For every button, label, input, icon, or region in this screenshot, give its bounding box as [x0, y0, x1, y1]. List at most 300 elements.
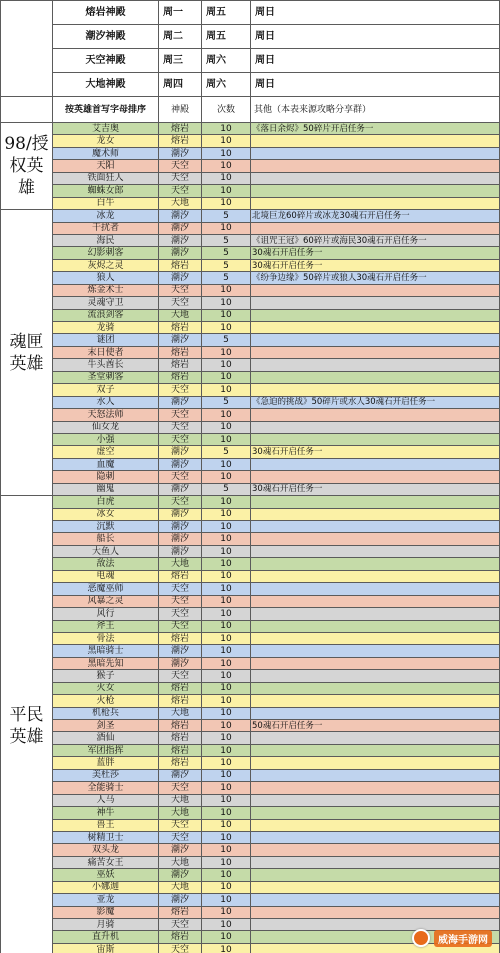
- hero-count: 10: [202, 570, 251, 582]
- hero-name: 血魔: [53, 458, 159, 470]
- hero-note: 《诅咒王冠》60碎片或海民30魂石开启任务一: [251, 234, 500, 246]
- hero-name: 风行: [53, 608, 159, 620]
- hero-row: [1, 533, 500, 545]
- hero-name: 天阳: [53, 160, 159, 172]
- hero-name: 沉默: [53, 521, 159, 533]
- hero-name: 亚龙: [53, 894, 159, 906]
- hero-row: [1, 707, 500, 719]
- hero-row: [1, 446, 500, 458]
- hero-row: [1, 371, 500, 383]
- hero-row: [1, 856, 500, 868]
- hero-count: 10: [202, 359, 251, 371]
- hero-row: [1, 558, 500, 570]
- hero-row: [1, 471, 500, 483]
- hero-name: 酒仙: [53, 732, 159, 744]
- hero-count: 10: [202, 222, 251, 234]
- schedule-day: 周日: [251, 73, 500, 97]
- hero-note: [251, 844, 500, 856]
- hero-note: [251, 620, 500, 632]
- hero-note: [251, 222, 500, 234]
- hero-name: 猴子: [53, 670, 159, 682]
- hero-count: 10: [202, 869, 251, 881]
- hero-row: [1, 309, 500, 321]
- hero-row: [1, 744, 500, 756]
- column-header-temple: 神殿: [159, 97, 202, 123]
- hero-count: 10: [202, 819, 251, 831]
- hero-note: 北境巨龙60碎片或冰龙30魂石开启任务一: [251, 210, 500, 222]
- hero-count: 10: [202, 135, 251, 147]
- hero-row: [1, 421, 500, 433]
- hero-row: [1, 819, 500, 831]
- schedule-day: 周日: [251, 49, 500, 73]
- hero-row: [1, 222, 500, 234]
- hero-temple: 天空: [159, 595, 202, 607]
- hero-name: 海民: [53, 234, 159, 246]
- hero-temple: 天空: [159, 284, 202, 296]
- hero-count: 10: [202, 856, 251, 868]
- schedule-day: 周一: [159, 1, 202, 25]
- schedule-day: 周四: [159, 73, 202, 97]
- hero-row: [1, 769, 500, 781]
- hero-name: 水人: [53, 396, 159, 408]
- hero-note: [251, 371, 500, 383]
- hero-note: [251, 433, 500, 445]
- hero-name: 谜团: [53, 334, 159, 346]
- schedule-day: 周五: [202, 25, 251, 49]
- hero-row: [1, 906, 500, 918]
- hero-count: 10: [202, 521, 251, 533]
- hero-note: [251, 322, 500, 334]
- hero-row: [1, 346, 500, 358]
- hero-temple: 潮汐: [159, 521, 202, 533]
- hero-temple: 熔岩: [159, 123, 202, 135]
- hero-count: 5: [202, 334, 251, 346]
- hero-temple: 大地: [159, 794, 202, 806]
- hero-note: [251, 185, 500, 197]
- hero-count: 5: [202, 210, 251, 222]
- hero-note: [251, 757, 500, 769]
- hero-count: 10: [202, 707, 251, 719]
- hero-temple: 熔岩: [159, 744, 202, 756]
- hero-temple: 潮汐: [159, 769, 202, 781]
- hero-name: 美杜莎: [53, 769, 159, 781]
- hero-count: 10: [202, 831, 251, 843]
- hero-temple: 潮汐: [159, 508, 202, 520]
- hero-note: [251, 894, 500, 906]
- hero-count: 10: [202, 744, 251, 756]
- hero-name: 天怒法师: [53, 409, 159, 421]
- hero-row: [1, 570, 500, 582]
- hero-name: 小娜迦: [53, 881, 159, 893]
- hero-name: 干扰者: [53, 222, 159, 234]
- hero-temple: 天空: [159, 433, 202, 445]
- hero-row: [1, 160, 500, 172]
- hero-name: 恶魔巫师: [53, 583, 159, 595]
- hero-name: 直升机: [53, 931, 159, 943]
- hero-temple: 潮汐: [159, 545, 202, 557]
- hero-temple: 天空: [159, 608, 202, 620]
- hero-name: 龙骑: [53, 322, 159, 334]
- hero-count: 10: [202, 732, 251, 744]
- hero-temple: 熔岩: [159, 757, 202, 769]
- hero-row: [1, 720, 500, 732]
- hero-note: [251, 147, 500, 159]
- hero-note: [251, 881, 500, 893]
- hero-name: 幽鬼: [53, 483, 159, 495]
- hero-temple: 潮汐: [159, 334, 202, 346]
- hero-count: 10: [202, 769, 251, 781]
- hero-temple: 熔岩: [159, 570, 202, 582]
- hero-note: [251, 533, 500, 545]
- hero-count: 10: [202, 844, 251, 856]
- hero-row: [1, 657, 500, 669]
- hero-name: 冰女: [53, 508, 159, 520]
- hero-count: 10: [202, 322, 251, 334]
- hero-note: 50魂石开启任务一: [251, 720, 500, 732]
- hero-row: [1, 185, 500, 197]
- hero-temple: 潮汐: [159, 894, 202, 906]
- hero-count: 10: [202, 757, 251, 769]
- hero-temple: 天空: [159, 782, 202, 794]
- hero-row: [1, 234, 500, 246]
- hero-note: [251, 782, 500, 794]
- hero-count: 10: [202, 123, 251, 135]
- hero-row: [1, 322, 500, 334]
- hero-name: 蜘蛛女郎: [53, 185, 159, 197]
- hero-count: 10: [202, 670, 251, 682]
- hero-temple: 熔岩: [159, 931, 202, 943]
- hero-row: [1, 384, 500, 396]
- schedule-day: 周三: [159, 49, 202, 73]
- hero-note: [251, 608, 500, 620]
- hero-name: 骨法: [53, 632, 159, 644]
- hero-row: [1, 632, 500, 644]
- hero-note: [251, 732, 500, 744]
- hero-note: [251, 856, 500, 868]
- hero-note: [251, 409, 500, 421]
- hero-name: 风暴之灵: [53, 595, 159, 607]
- hero-count: 10: [202, 160, 251, 172]
- hero-name: 蓝胖: [53, 757, 159, 769]
- hero-row: [1, 831, 500, 843]
- hero-count: 10: [202, 931, 251, 943]
- hero-count: 10: [202, 782, 251, 794]
- hero-name: 双子: [53, 384, 159, 396]
- hero-name: 树精卫士: [53, 831, 159, 843]
- hero-row: [1, 583, 500, 595]
- hero-row: [1, 595, 500, 607]
- hero-row: [1, 123, 500, 135]
- hero-name: 影魔: [53, 906, 159, 918]
- hero-row: [1, 545, 500, 557]
- column-header-count: 次数: [202, 97, 251, 123]
- hero-temple: 潮汐: [159, 234, 202, 246]
- hero-count: 10: [202, 919, 251, 931]
- hero-name: 艾吉奥: [53, 123, 159, 135]
- hero-row: [1, 695, 500, 707]
- hero-row: [1, 682, 500, 694]
- hero-note: 《落日余烬》50碎片开启任务一: [251, 123, 500, 135]
- hero-name: 铁面狂人: [53, 172, 159, 184]
- hero-note: [251, 645, 500, 657]
- hero-note: [251, 744, 500, 756]
- hero-temple: 天空: [159, 160, 202, 172]
- hero-count: 5: [202, 259, 251, 271]
- hero-count: 5: [202, 234, 251, 246]
- header-blank-cell: [1, 97, 53, 123]
- hero-note: [251, 334, 500, 346]
- hero-temple: 潮汐: [159, 483, 202, 495]
- hero-row: [1, 521, 500, 533]
- hero-note: [251, 135, 500, 147]
- schedule-day: 周五: [202, 1, 251, 25]
- hero-temple: 天空: [159, 496, 202, 508]
- hero-note: [251, 657, 500, 669]
- hero-temple: 天空: [159, 819, 202, 831]
- hero-note: [251, 197, 500, 209]
- hero-count: 10: [202, 496, 251, 508]
- hero-name: 灵魂守卫: [53, 297, 159, 309]
- schedule-row: [1, 1, 500, 25]
- hero-row: [1, 807, 500, 819]
- hero-note: [251, 869, 500, 881]
- hero-count: 10: [202, 458, 251, 470]
- hero-count: 10: [202, 657, 251, 669]
- hero-count: 10: [202, 409, 251, 421]
- hero-temple: 大地: [159, 707, 202, 719]
- hero-count: 10: [202, 894, 251, 906]
- hero-note: [251, 769, 500, 781]
- hero-temple: 天空: [159, 297, 202, 309]
- schedule-row: [1, 25, 500, 49]
- hero-count: 10: [202, 197, 251, 209]
- hero-name: 月骑: [53, 919, 159, 931]
- hero-name: 流浪剑客: [53, 309, 159, 321]
- hero-name: 船长: [53, 533, 159, 545]
- hero-temple: 熔岩: [159, 259, 202, 271]
- hero-count: 10: [202, 433, 251, 445]
- hero-count: 10: [202, 533, 251, 545]
- hero-name: 火枪: [53, 695, 159, 707]
- hero-note: [251, 819, 500, 831]
- hero-name: 军团指挥: [53, 744, 159, 756]
- hero-row: [1, 844, 500, 856]
- column-header-hero: 按英雄首写字母排序: [53, 97, 159, 123]
- hero-row: [1, 496, 500, 508]
- hero-note: [251, 359, 500, 371]
- hero-row: [1, 396, 500, 408]
- hero-row: [1, 620, 500, 632]
- hero-temple: 潮汐: [159, 869, 202, 881]
- hero-count: 10: [202, 284, 251, 296]
- hero-temple: 潮汐: [159, 396, 202, 408]
- hero-count: 10: [202, 794, 251, 806]
- hero-temple: 大地: [159, 856, 202, 868]
- hero-note: [251, 570, 500, 582]
- hero-count: 10: [202, 595, 251, 607]
- hero-count: 10: [202, 147, 251, 159]
- hero-temple: 熔岩: [159, 346, 202, 358]
- hero-note: [251, 309, 500, 321]
- hero-row: [1, 670, 500, 682]
- hero-note: [251, 496, 500, 508]
- hero-count: 10: [202, 881, 251, 893]
- hero-temple: 潮汐: [159, 533, 202, 545]
- hero-temple: 大地: [159, 558, 202, 570]
- hero-count: 5: [202, 272, 251, 284]
- hero-row: [1, 334, 500, 346]
- hero-row: [1, 247, 500, 259]
- hero-group-label: 平民英雄: [1, 496, 53, 953]
- hero-name: 幻影刺客: [53, 247, 159, 259]
- hero-temple: 潮汐: [159, 210, 202, 222]
- hero-note: [251, 508, 500, 520]
- hero-temple: 天空: [159, 943, 202, 953]
- schedule-day: 周六: [202, 73, 251, 97]
- hero-note: 30魂石开启任务一: [251, 446, 500, 458]
- hero-note: 30魂石开启任务一: [251, 259, 500, 271]
- hero-count: 10: [202, 645, 251, 657]
- hero-note: [251, 421, 500, 433]
- hero-row: [1, 259, 500, 271]
- hero-name: 小强: [53, 433, 159, 445]
- hero-temple: 潮汐: [159, 657, 202, 669]
- hero-name: 炼金术士: [53, 284, 159, 296]
- hero-count: 10: [202, 807, 251, 819]
- hero-temple: 熔岩: [159, 135, 202, 147]
- hero-count: 10: [202, 682, 251, 694]
- hero-temple: 熔岩: [159, 682, 202, 694]
- column-header-other: 其他（本表来源攻略分享群）: [251, 97, 500, 123]
- hero-note: [251, 807, 500, 819]
- hero-count: 10: [202, 346, 251, 358]
- site-watermark: [412, 929, 492, 947]
- temple-name: 大地神殿: [53, 73, 159, 97]
- hero-temple: 天空: [159, 471, 202, 483]
- hero-note: [251, 583, 500, 595]
- hero-name: 黑暗骑士: [53, 645, 159, 657]
- hero-count: 5: [202, 483, 251, 495]
- hero-note: 《急迫的挑战》50碎片或水人30魂石开启任务一: [251, 396, 500, 408]
- hero-row: [1, 483, 500, 495]
- hero-note: [251, 707, 500, 719]
- hero-name: 白虎: [53, 496, 159, 508]
- hero-temple: 熔岩: [159, 371, 202, 383]
- hero-row: [1, 147, 500, 159]
- hero-count: 10: [202, 185, 251, 197]
- hero-row: [1, 284, 500, 296]
- hero-row: [1, 359, 500, 371]
- hero-row: [1, 409, 500, 421]
- hero-temple: 熔岩: [159, 695, 202, 707]
- hero-count: 10: [202, 471, 251, 483]
- hero-temple: 潮汐: [159, 147, 202, 159]
- hero-temple: 大地: [159, 807, 202, 819]
- hero-count: 10: [202, 720, 251, 732]
- hero-temple: 熔岩: [159, 720, 202, 732]
- hero-temple: 熔岩: [159, 359, 202, 371]
- hero-name: 全能骑士: [53, 782, 159, 794]
- hero-row: [1, 794, 500, 806]
- hero-row: [1, 508, 500, 520]
- hero-note: [251, 471, 500, 483]
- hero-temple: 熔岩: [159, 322, 202, 334]
- hero-name: 电魂: [53, 570, 159, 582]
- hero-temple: 天空: [159, 185, 202, 197]
- hero-row: [1, 881, 500, 893]
- schedule-row: [1, 73, 500, 97]
- hero-name: 双头龙: [53, 844, 159, 856]
- hero-row: [1, 894, 500, 906]
- hero-row: [1, 608, 500, 620]
- hero-note: [251, 695, 500, 707]
- hero-name: 白牛: [53, 197, 159, 209]
- temple-name: 熔岩神殿: [53, 1, 159, 25]
- hero-temple: 潮汐: [159, 247, 202, 259]
- hero-note: [251, 558, 500, 570]
- hero-temple: 潮汐: [159, 458, 202, 470]
- hero-row: [1, 732, 500, 744]
- hero-temple: 天空: [159, 670, 202, 682]
- hero-note: [251, 172, 500, 184]
- hero-note: [251, 346, 500, 358]
- hero-name: 狼人: [53, 272, 159, 284]
- hero-note: [251, 160, 500, 172]
- hero-count: 10: [202, 620, 251, 632]
- hero-count: 10: [202, 943, 251, 953]
- hero-note: 30魂石开启任务一: [251, 247, 500, 259]
- hero-name: 虚空: [53, 446, 159, 458]
- hero-count: 10: [202, 172, 251, 184]
- hero-temple: 潮汐: [159, 446, 202, 458]
- watermark-text: 威海手游网: [434, 930, 492, 947]
- hero-name: 冰龙: [53, 210, 159, 222]
- hero-note: [251, 670, 500, 682]
- hero-temple: 天空: [159, 172, 202, 184]
- hero-note: [251, 831, 500, 843]
- hero-row: [1, 197, 500, 209]
- hero-count: 10: [202, 309, 251, 321]
- hero-note: [251, 284, 500, 296]
- hero-note: [251, 521, 500, 533]
- hero-name: 兽王: [53, 819, 159, 831]
- hero-count: 10: [202, 421, 251, 433]
- hero-temple: 大地: [159, 309, 202, 321]
- hero-name: 魔术师: [53, 147, 159, 159]
- hero-temple: 天空: [159, 919, 202, 931]
- hero-name: 龙女: [53, 135, 159, 147]
- hero-name: 巫妖: [53, 869, 159, 881]
- temple-name: 潮汐神殿: [53, 25, 159, 49]
- hero-name: 神牛: [53, 807, 159, 819]
- column-header-row: [1, 97, 500, 123]
- schedule-day: 周日: [251, 25, 500, 49]
- hero-note: 《纷争边缘》50碎片或狼人30魂石开启任务一: [251, 272, 500, 284]
- hero-count: 10: [202, 608, 251, 620]
- hero-temple: 天空: [159, 831, 202, 843]
- hero-count: 5: [202, 396, 251, 408]
- hero-group-label: 魂匣英雄: [1, 210, 53, 496]
- hero-count: 10: [202, 906, 251, 918]
- hero-temple: 天空: [159, 421, 202, 433]
- hero-temple: 潮汐: [159, 272, 202, 284]
- hero-temple: 天空: [159, 620, 202, 632]
- hero-note: [251, 458, 500, 470]
- hero-note: [251, 384, 500, 396]
- hero-row: [1, 433, 500, 445]
- hero-row: [1, 135, 500, 147]
- hero-temple: 熔岩: [159, 906, 202, 918]
